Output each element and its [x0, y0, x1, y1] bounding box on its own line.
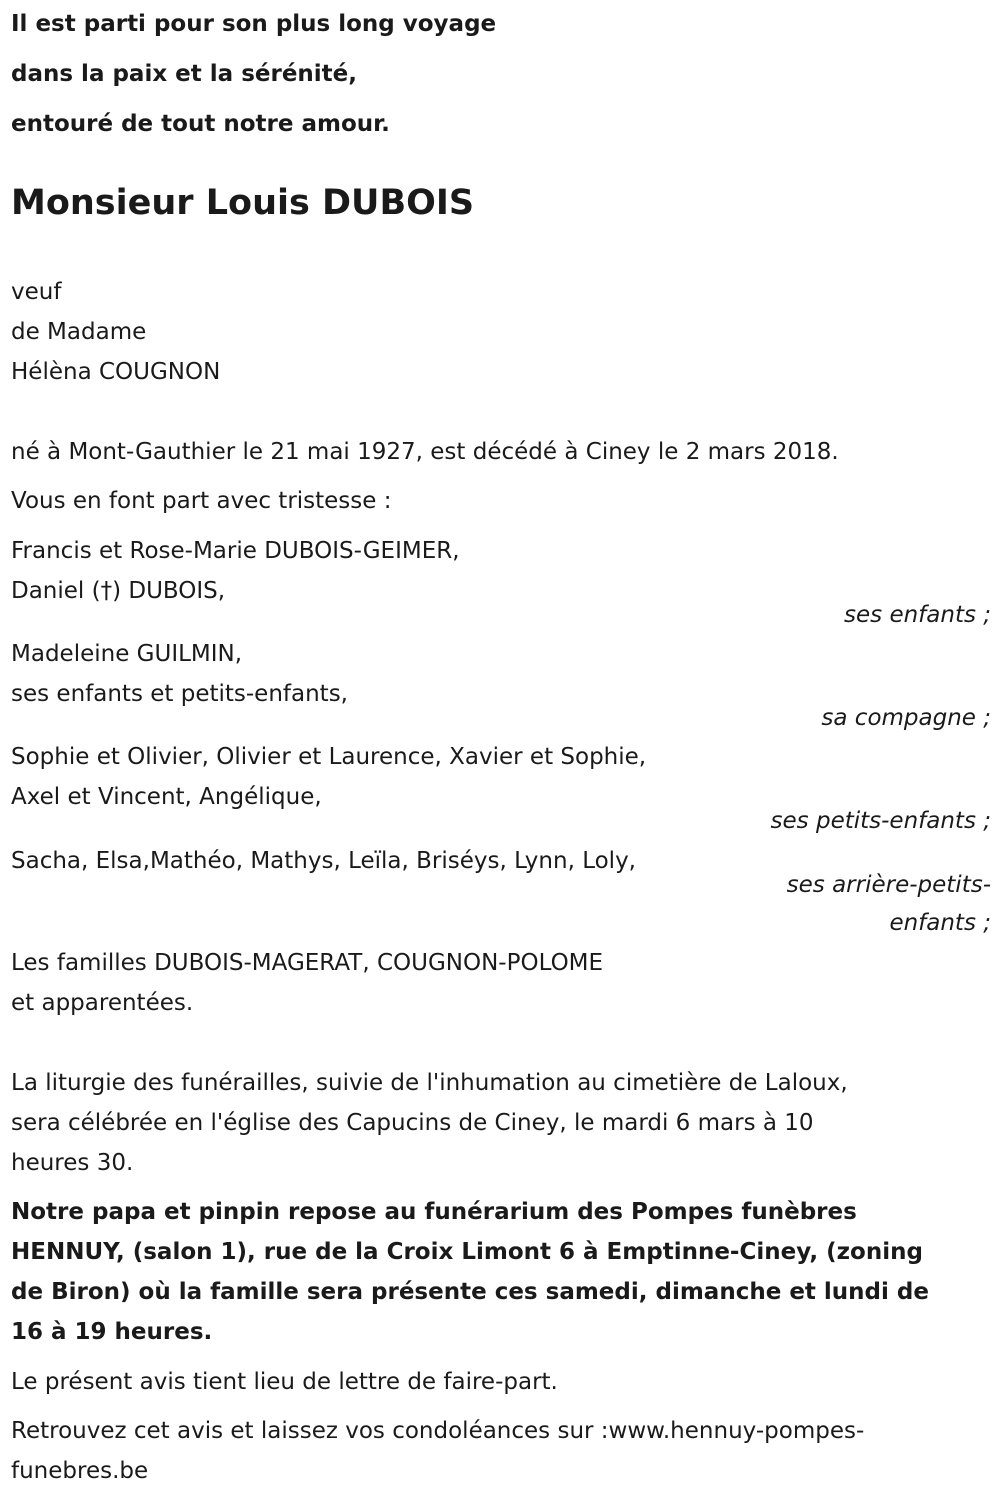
- great-grandchildren-label-1: ses arrière-petits-: [786, 872, 991, 898]
- grandchildren-line-1: Sophie et Olivier, Olivier et Laurence, Xavier et Sophie,: [11, 744, 647, 770]
- condolences-line-2: funebres.be: [11, 1458, 149, 1484]
- status-line-3: Hélèna COUGNON: [11, 359, 221, 385]
- announcement: Vous en font part avec tristesse :: [11, 488, 392, 514]
- children-label: ses enfants ;: [844, 602, 991, 628]
- great-grandchildren-line: Sacha, Elsa,Mathéo, Mathys, Leïla, Briséys, Lynn, Loly,: [11, 848, 636, 874]
- grandchildren-line-2: Axel et Vincent, Angélique,: [11, 784, 322, 810]
- condolences-line-1: Retrouvez cet avis et laissez vos condoléances sur :www.hennuy-pompes-: [11, 1418, 865, 1444]
- families-line-2: et apparentées.: [11, 990, 194, 1016]
- families-line-1: Les familles DUBOIS-MAGERAT, COUGNON-POLOME: [11, 950, 604, 976]
- visitation-line-2: HENNUY, (salon 1), rue de la Croix Limont 6 à Emptinne-Ciney, (zoning: [11, 1239, 923, 1265]
- visitation-line-1: Notre papa et pinpin repose au funérarium des Pompes funèbres: [11, 1199, 857, 1225]
- partner-label: sa compagne ;: [821, 705, 991, 731]
- partner-line-2: ses enfants et petits-enfants,: [11, 681, 348, 707]
- liturgy-line-2: sera célébrée en l'église des Capucins de Ciney, le mardi 6 mars à 10: [11, 1110, 814, 1136]
- birth-death: né à Mont-Gauthier le 21 mai 1927, est décédé à Ciney le 2 mars 2018.: [11, 439, 839, 465]
- children-line-1: Francis et Rose-Marie DUBOIS-GEIMER,: [11, 538, 460, 564]
- children-line-2: Daniel (†) DUBOIS,: [11, 578, 226, 604]
- visitation-line-3: de Biron) où la famille sera présente ces samedi, dimanche et lundi de: [11, 1279, 929, 1305]
- grandchildren-label: ses petits-enfants ;: [770, 808, 991, 834]
- liturgy-line-3: heures 30.: [11, 1150, 134, 1176]
- status-line-1: veuf: [11, 279, 62, 305]
- liturgy-line-1: La liturgie des funérailles, suivie de l'inhumation au cimetière de Laloux,: [11, 1070, 848, 1096]
- status-line-2: de Madame: [11, 319, 147, 345]
- notice: Le présent avis tient lieu de lettre de faire-part.: [11, 1369, 558, 1395]
- epitaph-line-3: entouré de tout notre amour.: [11, 111, 390, 137]
- epitaph-line-1: Il est parti pour son plus long voyage: [11, 11, 497, 37]
- deceased-name: Monsieur Louis DUBOIS: [11, 183, 475, 223]
- partner-line-1: Madeleine GUILMIN,: [11, 641, 243, 667]
- great-grandchildren-label-2: enfants ;: [889, 910, 991, 936]
- epitaph-line-2: dans la paix et la sérénité,: [11, 61, 358, 87]
- visitation-line-4: 16 à 19 heures.: [11, 1319, 213, 1345]
